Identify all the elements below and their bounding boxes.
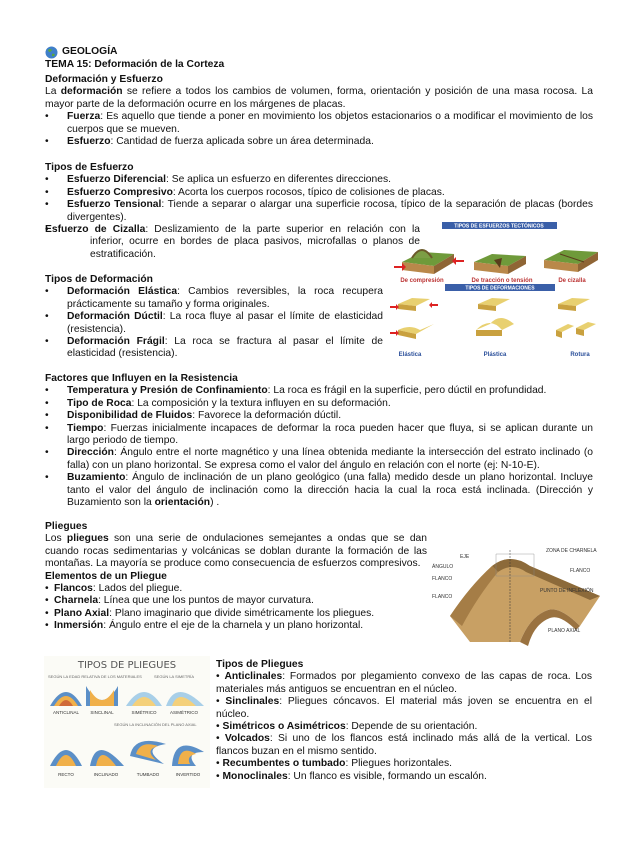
figure-tipos-pliegues — [44, 656, 210, 788]
header — [45, 46, 605, 71]
list-item: • Buzamiento: Ángulo de inclinación de un plano geológico (una falla) medido desde un plano horizontal. Incluye tanto el valor del ángulo de inclinación como la dirección hacia la cual la roca está inclinada. (Dirección y Buzamiento son la orientación) . — [45, 472, 593, 509]
section-title: Deformación y Esfuerzo — [45, 74, 163, 85]
list-item: • Esfuerzo: Cantidad de fuerza aplicada sobre un área determinada. — [45, 136, 593, 148]
figure-label: De compresión — [400, 278, 444, 284]
figure-tipos-deformaciones — [390, 284, 612, 360]
svg-text:SEGÚN LA EDAD RELATIVA DE LOS: SEGÚN LA EDAD RELATIVA DE LOS MATERIALES — [48, 674, 142, 679]
list-item: • Charnela: Línea que une los puntos de mayor curvatura. — [45, 595, 427, 607]
figure-label: Rotura — [570, 352, 590, 358]
list-item: • Monoclinales: Un flanco es visible, formando un escalón. — [216, 770, 487, 782]
section-deformacion — [45, 74, 593, 148]
svg-text:INCLINADO: INCLINADO — [93, 772, 119, 777]
intro-paragraph: Los pliegues son una serie de ondulaciones semejantes a ondas que se dan cuando rocas sedimentarias y volcánicas se doblan durante la formación de las montañas. La mayoría se produce como consecuencia de esfuerzos compresivos. — [45, 533, 427, 570]
plastic-blocks — [476, 298, 514, 336]
list-item: • Flancos: Lados del pliegue. — [45, 583, 427, 595]
figure-label: Plástica — [483, 352, 507, 358]
figure-elementos-pliegue — [430, 546, 606, 650]
compression-block — [394, 250, 464, 274]
subsection-title: Elementos de un Pliegue — [45, 570, 167, 582]
figure-label: ÁNGULO — [432, 564, 454, 570]
list-item: • Deformación Frágil: La roca se fractura al pasar el límite de elasticidad (resistencia). — [45, 336, 383, 361]
elastic-blocks — [398, 298, 434, 339]
figure-label: FLANCO — [432, 576, 453, 582]
list-item: • Dirección: Ángulo entre el norte magnético y una línea obtenida mediante la intersección del estrato inclinado (o falla) con un plano horizontal. Se expresa como el valor del ángulo en relación con el norte (ej: N-10-E). — [45, 447, 593, 472]
section-deformacion-tipos — [45, 274, 383, 361]
list-item: • Tiempo: Fuerzas inicialmente incapaces de deformar la roca pueden hacer que fluya, si se aplican durante un largo periodo de tiempo. — [45, 423, 593, 448]
list-item: • Temperatura y Presión de Confinamiento: La roca es frágil en la superficie, pero dúctil en profundidad. — [45, 385, 593, 397]
svg-text:SIMÉTRICO: SIMÉTRICO — [131, 710, 157, 715]
figure-label: FLANCO — [432, 594, 453, 600]
list-item: • Deformación Dúctil: La roca fluye al pasar el límite de elasticidad (resistencia). — [45, 311, 383, 336]
svg-text:INVERTIDO: INVERTIDO — [175, 772, 201, 777]
figure-esfuerzos-tectonicos — [392, 222, 610, 284]
section-tipos-pliegues — [216, 659, 592, 783]
section-title: Factores que Influyen en la Resistencia — [45, 373, 238, 384]
list-item: • Deformación Elástica: Cambios reversibles, la roca recupera prácticamente su tamaño y forma originales. — [45, 286, 383, 311]
list-item: • Fuerza: Es aquello que tiende a poner en movimiento los objetos estacionarios o a modificar el movimiento de los cuerpos que se mueven. — [45, 111, 593, 136]
rupture-blocks — [556, 298, 596, 338]
figure-label: FLANCO — [570, 568, 591, 574]
figure-title: TIPOS DE DEFORMACIONES — [465, 285, 535, 292]
list-item: • Sinclinales: Pliegues cóncavos. El material más joven se encuentra en el núcleo. — [216, 696, 592, 720]
figure-label: PUNTO DE INFLEXIÓN — [540, 588, 594, 594]
list-item: • Volcados: Si uno de los flancos está inclinado más allá de la vertical. Los flancos buzan en el mismo sentido. — [216, 733, 593, 757]
globe-icon — [45, 46, 58, 59]
list-item: • Simétricos o Asimétricos: Depende de su orientación. — [216, 721, 478, 733]
figure-title: TIPOS DE ESFUERZOS TECTÓNICOS — [454, 223, 544, 230]
list-item: • Esfuerzo Diferencial: Se aplica un esfuerzo en diferentes direcciones. — [45, 174, 593, 186]
subject-title: GEOLOGÍA — [62, 46, 118, 58]
figure-label: EJE — [460, 554, 470, 560]
figure-label: PLANO AXIAL — [548, 628, 581, 634]
section-title: Pliegues — [45, 521, 88, 532]
svg-text:SEGÚN LA INCLINACIÓN DEL PLANO: SEGÚN LA INCLINACIÓN DEL PLANO AXIAL — [114, 722, 197, 727]
list-item: • Disponibilidad de Fluidos: Favorece la deformación dúctil. — [45, 410, 593, 422]
figure-label: ZONA DE CHARNELA — [546, 548, 597, 554]
list-item: • Esfuerzo Compresivo: Acorta los cuerpos rocosos, típico de colisiones de placas. — [45, 187, 593, 199]
list-item: • Inmersión: Ángulo entre el eje de la charnela y un plano horizontal. — [45, 620, 427, 632]
svg-text:SINCLINAL: SINCLINAL — [90, 710, 114, 715]
svg-text:ASIMÉTRICO: ASIMÉTRICO — [169, 710, 199, 715]
svg-text:ANTICLINAL: ANTICLINAL — [52, 710, 80, 715]
list-item: • Esfuerzo Tensional: Tiende a separar o alargar una superficie rocosa, típico de la separación de placas (bordes divergentes). — [45, 199, 593, 224]
section-title: Tipos de Deformación — [45, 274, 153, 285]
svg-text:TUMBADO: TUMBADO — [136, 772, 160, 777]
figure-title: TIPOS DE PLIEGUES — [77, 660, 177, 671]
list-item: • Anticlinales: Formados por plegamiento convexo de las capas de roca. Los materiales más antiguos se encuentran en el núcleo. — [216, 671, 593, 695]
svg-text:RECTO: RECTO — [58, 772, 74, 777]
list-item: • Esfuerzo de Cizalla: Deslizamiento de la parte superior en relación con la inferior, ocurre en bordes de placa pasivos, microfallas o planos de estratificación. — [45, 224, 420, 261]
figure-label: De cizalla — [558, 278, 586, 284]
list-item: • Tipo de Roca: La composición y la textura influyen en su deformación. — [45, 398, 593, 410]
list-item: • Plano Axial: Plano imaginario que divide simétricamente los pliegues. — [45, 608, 427, 620]
intro-paragraph: La deformación se refiere a todos los cambios de volumen, forma, orientación y posición de una masa rocosa. La mayor parte de la deformación ocurre en los márgenes de placas. — [45, 86, 593, 110]
section-title: Tipos de Pliegues — [216, 659, 304, 670]
svg-text:SEGÚN LA SIMETRÍA: SEGÚN LA SIMETRÍA — [154, 674, 195, 679]
topic-title: TEMA 15: Deformación de la Corteza — [45, 59, 225, 70]
section-factores — [45, 373, 593, 509]
section-pliegues — [45, 521, 427, 633]
shear-block — [544, 250, 598, 272]
list-item: • Recumbentes o tumbado: Pliegues horizontales. — [216, 758, 452, 770]
section-title: Tipos de Esfuerzo — [45, 162, 134, 173]
figure-label: De tracción o tensión — [471, 278, 533, 284]
figure-label: Elástica — [398, 352, 422, 358]
tension-block — [474, 254, 526, 274]
